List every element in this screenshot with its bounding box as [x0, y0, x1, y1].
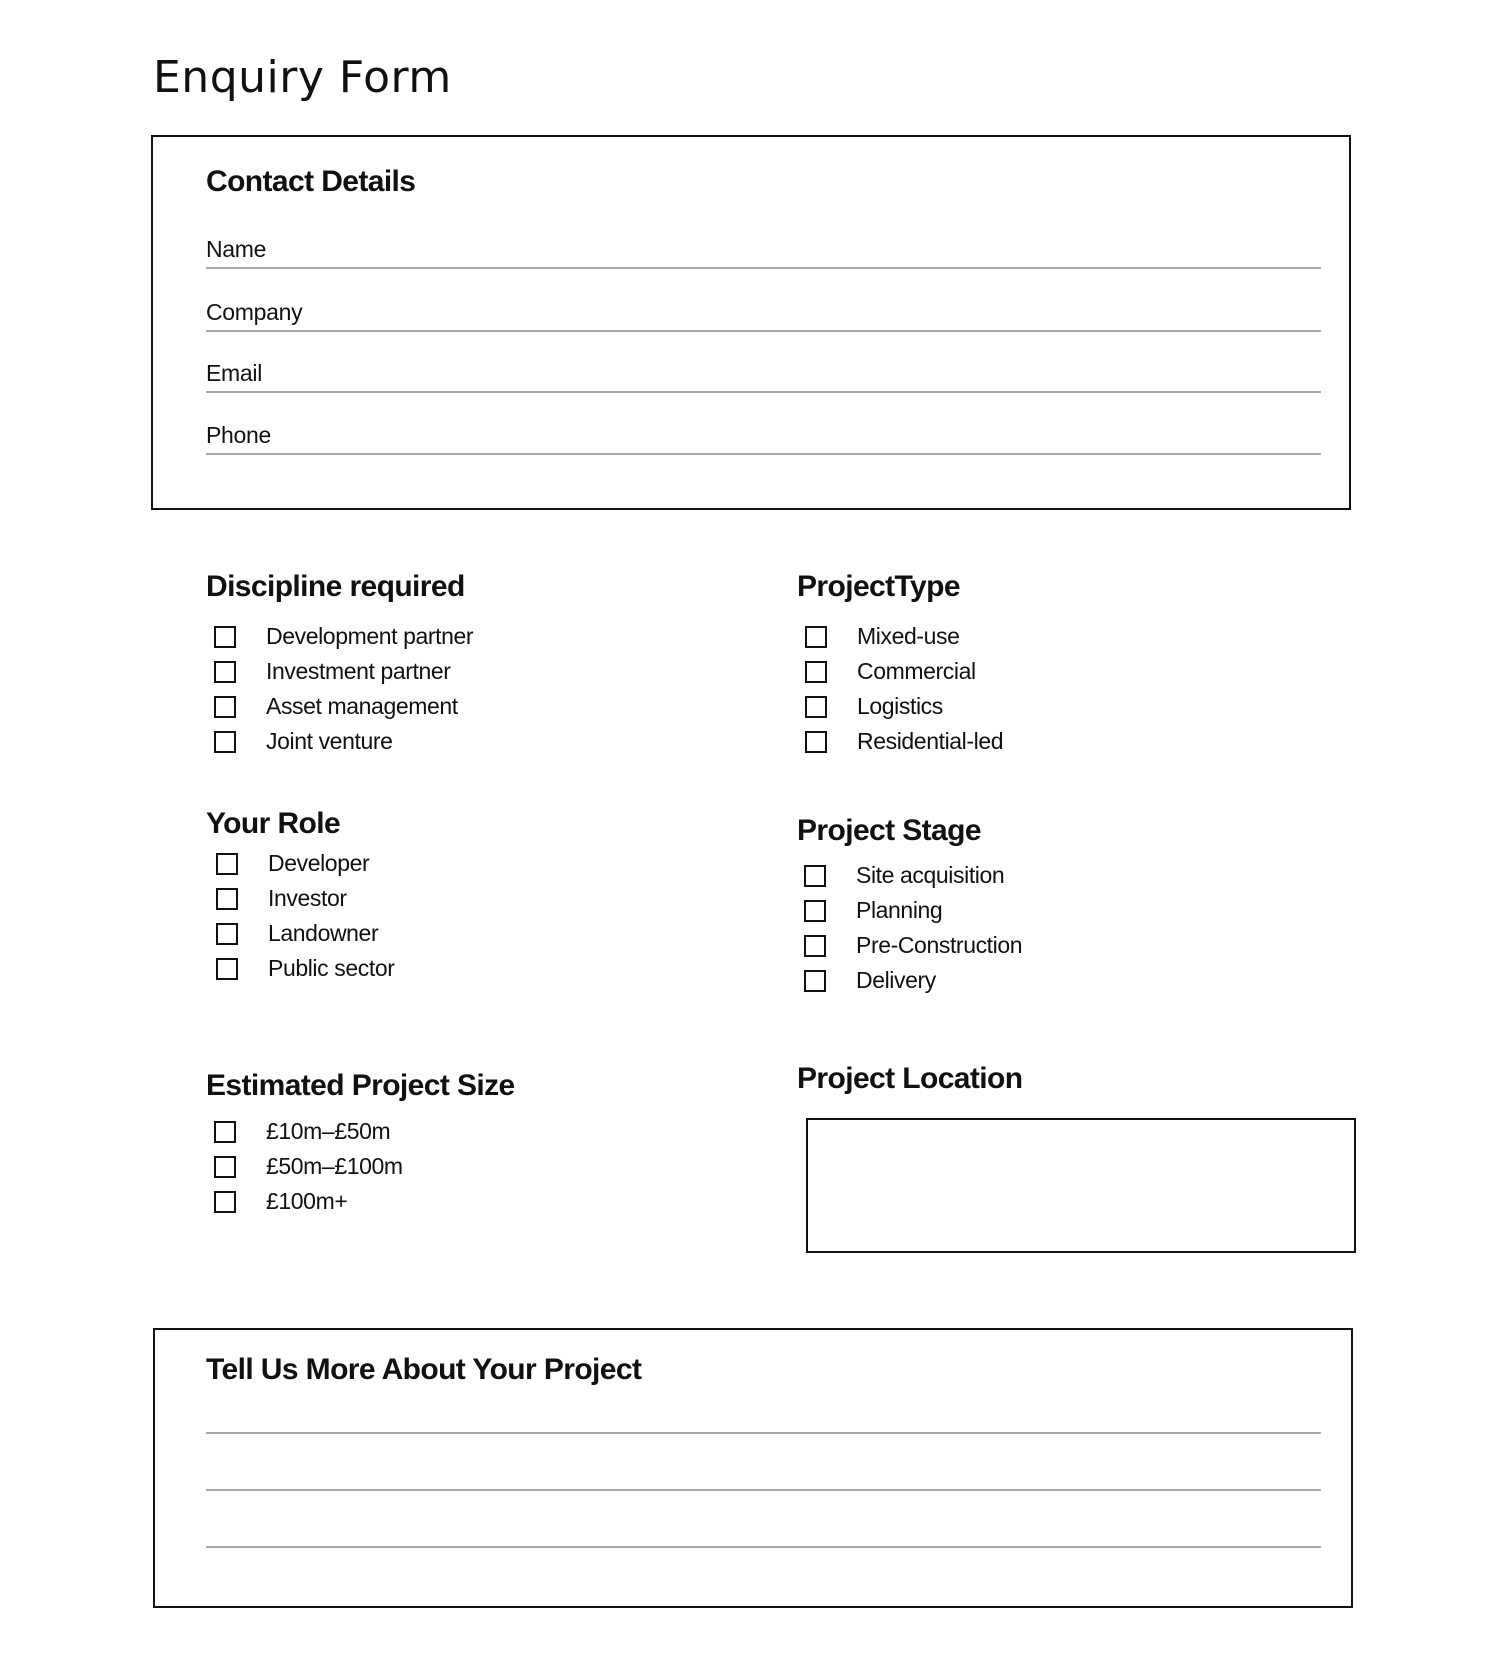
size-option[interactable]	[206, 1184, 403, 1219]
project-type-heading: ProjectType	[797, 570, 960, 603]
contact-details-heading: Contact Details	[206, 165, 416, 198]
option-label: Investment partner	[266, 658, 451, 684]
checkbox[interactable]	[804, 865, 826, 887]
checkbox[interactable]	[216, 923, 238, 945]
name-label: Name	[206, 236, 267, 262]
role-option[interactable]	[208, 881, 394, 916]
checkbox[interactable]	[804, 970, 826, 992]
checkbox[interactable]	[805, 731, 827, 753]
checkbox[interactable]	[804, 935, 826, 957]
name-field[interactable]	[206, 233, 1321, 269]
stage-option[interactable]	[796, 963, 1022, 998]
checkbox[interactable]	[805, 696, 827, 718]
option-label: £50m–£100m	[266, 1153, 403, 1179]
checkbox[interactable]	[214, 696, 236, 718]
project-type-option[interactable]	[797, 654, 1003, 689]
size-option[interactable]	[206, 1114, 403, 1149]
project-type-option[interactable]	[797, 619, 1003, 654]
option-label: Commercial	[857, 658, 976, 684]
project-type-options	[797, 619, 1003, 759]
checkbox[interactable]	[214, 661, 236, 683]
option-label: Planning	[856, 897, 943, 923]
project-type-option[interactable]	[797, 689, 1003, 724]
checkbox[interactable]	[216, 853, 238, 875]
discipline-option[interactable]	[206, 689, 473, 724]
option-label: Joint venture	[266, 728, 393, 754]
option-label: Delivery	[856, 967, 936, 993]
email-label: Email	[206, 360, 263, 386]
option-label: Site acquisition	[856, 862, 1005, 888]
option-label: Public sector	[268, 955, 395, 981]
checkbox[interactable]	[805, 661, 827, 683]
project-stage-options	[796, 858, 1022, 998]
role-option[interactable]	[208, 951, 394, 986]
checkbox[interactable]	[805, 626, 827, 648]
checkbox[interactable]	[214, 731, 236, 753]
company-field[interactable]	[206, 296, 1321, 332]
option-label: Residential-led	[857, 728, 1004, 754]
discipline-heading: Discipline required	[206, 570, 465, 603]
project-size-options	[206, 1114, 403, 1219]
checkbox[interactable]	[214, 1156, 236, 1178]
stage-option[interactable]	[796, 858, 1022, 893]
email-field[interactable]	[206, 357, 1321, 393]
project-details-line[interactable]	[206, 1432, 1321, 1434]
stage-option[interactable]	[796, 893, 1022, 928]
checkbox[interactable]	[216, 888, 238, 910]
checkbox[interactable]	[214, 1121, 236, 1143]
phone-label: Phone	[206, 422, 272, 448]
your-role-options	[208, 846, 394, 986]
company-label: Company	[206, 299, 303, 325]
option-label: Developer	[268, 850, 370, 876]
discipline-option[interactable]	[206, 724, 473, 759]
project-type-option[interactable]	[797, 724, 1003, 759]
project-details-line[interactable]	[206, 1489, 1321, 1491]
project-details-heading: Tell Us More About Your Project	[206, 1353, 642, 1386]
project-location-heading: Project Location	[797, 1062, 1023, 1095]
project-location-input[interactable]	[806, 1118, 1356, 1253]
discipline-option[interactable]	[206, 619, 473, 654]
option-label: Logistics	[857, 693, 943, 719]
checkbox[interactable]	[214, 1191, 236, 1213]
project-details-line[interactable]	[206, 1546, 1321, 1548]
size-option[interactable]	[206, 1149, 403, 1184]
option-label: Asset management	[266, 693, 458, 719]
role-option[interactable]	[208, 916, 394, 951]
phone-field[interactable]	[206, 419, 1321, 455]
checkbox[interactable]	[214, 626, 236, 648]
your-role-heading: Your Role	[206, 807, 341, 840]
option-label: Mixed-use	[857, 623, 960, 649]
discipline-options	[206, 619, 473, 759]
option-label: £10m–£50m	[266, 1118, 391, 1144]
project-stage-heading: Project Stage	[797, 814, 981, 847]
option-label: Landowner	[268, 920, 379, 946]
option-label: £100m+	[266, 1188, 348, 1214]
option-label: Investor	[268, 885, 347, 911]
checkbox[interactable]	[804, 900, 826, 922]
page-title: Enquiry Form	[153, 52, 452, 103]
stage-option[interactable]	[796, 928, 1022, 963]
project-size-heading: Estimated Project Size	[206, 1069, 515, 1102]
option-label: Development partner	[266, 623, 474, 649]
checkbox[interactable]	[216, 958, 238, 980]
option-label: Pre-Construction	[856, 932, 1023, 958]
discipline-option[interactable]	[206, 654, 473, 689]
role-option[interactable]	[208, 846, 394, 881]
